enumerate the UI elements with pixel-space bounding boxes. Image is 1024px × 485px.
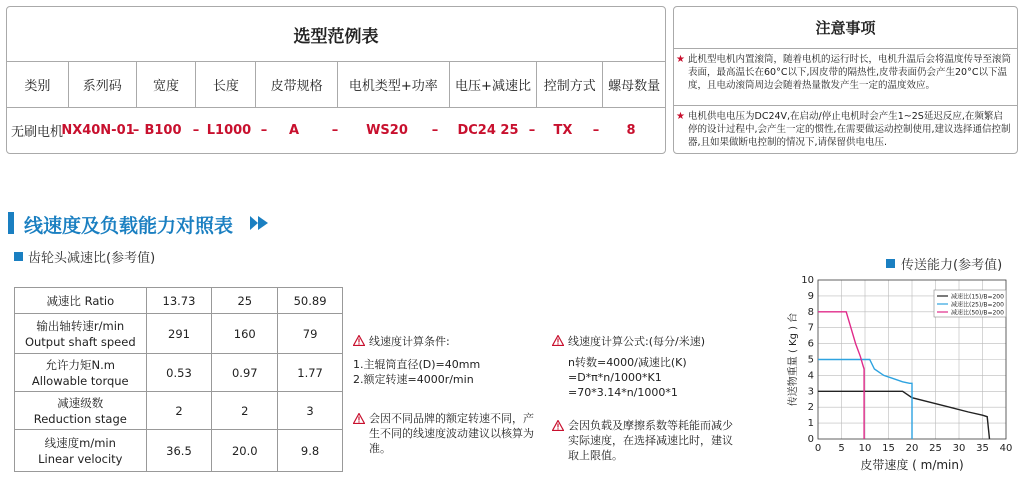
x-tick-label: 40 bbox=[999, 443, 1013, 454]
star-icon: ★ bbox=[676, 111, 685, 122]
table-cell: 160 bbox=[212, 314, 278, 354]
note-item bbox=[674, 106, 1017, 153]
cell-dash: – bbox=[592, 123, 600, 138]
label-en: Linear velocity bbox=[38, 451, 123, 466]
y-tick-label: 6 bbox=[807, 338, 814, 350]
cell-dash: – bbox=[331, 123, 339, 138]
header-length: 长度 bbox=[196, 62, 256, 107]
label-en: Output shaft speed bbox=[24, 334, 136, 349]
header-nut-count: 螺母数量 bbox=[608, 79, 661, 94]
cell-series: NX40N-01 bbox=[61, 123, 135, 138]
label-cn: 减速级数 bbox=[57, 395, 104, 410]
calc-formula bbox=[552, 334, 742, 463]
formula-line: =D*π*n/1000*K1 bbox=[568, 371, 662, 384]
table-cell: 0.97 bbox=[212, 354, 278, 392]
label-cn: 输出轴转速r/min bbox=[36, 318, 125, 333]
y-tick-label: 3 bbox=[807, 386, 814, 398]
table-cell: 20.0 bbox=[212, 430, 278, 472]
table-row bbox=[15, 392, 343, 430]
table-cell: 291 bbox=[146, 314, 212, 354]
formula-title: 线速度计算公式:(每分/米速) bbox=[568, 335, 705, 348]
formula-title-row bbox=[552, 334, 742, 349]
note-text: 此机型电机内置滚筒，随着电机的运行时长，电机升温后会将温度传导至滚筒表面，最高温长在60°C以下,因皮带的隔热性,皮带表面仍会产生20°C以下温度，且电动滚筒周边会随着热量散发产生一定的温度效应。 bbox=[688, 54, 1012, 91]
x-tick-label: 25 bbox=[929, 443, 942, 454]
table-row bbox=[15, 354, 343, 392]
formula-line: =70*3.14*n/1000*1 bbox=[568, 386, 678, 399]
row-label bbox=[15, 392, 147, 430]
warning-icon bbox=[552, 420, 564, 431]
cell-control: TX bbox=[553, 123, 573, 138]
x-tick-label: 5 bbox=[838, 443, 845, 454]
warning-icon bbox=[353, 413, 365, 424]
cell-dash: – bbox=[192, 123, 200, 138]
square-icon bbox=[14, 252, 23, 261]
table-cell: 25 bbox=[212, 288, 278, 314]
header-control: 控制方式 bbox=[537, 62, 603, 107]
capacity-subtitle: 传送能力(参考值) bbox=[901, 258, 1003, 273]
x-tick-label: 10 bbox=[858, 443, 872, 454]
double-arrow-icon bbox=[248, 214, 270, 232]
selection-title: 选型范例表 bbox=[7, 7, 665, 62]
notes-title: 注意事项 bbox=[674, 7, 1017, 49]
table-row bbox=[15, 430, 343, 472]
row-label bbox=[15, 354, 147, 392]
table-cell: 0.53 bbox=[146, 354, 212, 392]
y-tick-label: 0 bbox=[807, 434, 814, 445]
y-tick-label: 2 bbox=[807, 402, 814, 414]
x-axis-label: 皮带速度 ( m/min) bbox=[860, 458, 964, 472]
note-item bbox=[674, 49, 1017, 106]
x-tick-label: 0 bbox=[814, 443, 822, 454]
condition-line: 1.主辊筒直径(D)=40mm bbox=[353, 358, 481, 371]
cell-belt: A bbox=[288, 123, 300, 138]
capacity-chart bbox=[786, 270, 1018, 482]
table-cell: 1.77 bbox=[278, 354, 343, 392]
header-series: 系列码 bbox=[69, 62, 137, 107]
warning-icon bbox=[353, 335, 365, 346]
conditions-note bbox=[353, 411, 543, 456]
table-cell: 2 bbox=[212, 392, 278, 430]
table-cell: 2 bbox=[146, 392, 212, 430]
cell-width: B100 bbox=[144, 123, 182, 138]
conditions-title: 线速度计算条件: bbox=[369, 335, 450, 348]
y-tick-label: 8 bbox=[807, 306, 814, 318]
series-line bbox=[818, 391, 990, 439]
y-axis-label: 传送物重量 ( Kg ) 台 bbox=[788, 312, 799, 407]
row-label bbox=[15, 430, 147, 472]
x-tick-label: 35 bbox=[976, 443, 989, 454]
square-icon bbox=[886, 259, 895, 268]
condition-line: 2.额定转速=4000r/min bbox=[353, 373, 474, 386]
conditions-title-row bbox=[353, 334, 543, 349]
row-label bbox=[15, 314, 147, 354]
table-cell: 50.89 bbox=[278, 288, 343, 314]
selection-table bbox=[6, 6, 666, 154]
formula-line: n转数=4000/减速比(K) bbox=[568, 356, 687, 369]
y-tick-label: 5 bbox=[807, 354, 814, 366]
selection-header-row bbox=[7, 62, 665, 108]
x-tick-label: 30 bbox=[952, 443, 966, 454]
cell-dash: – bbox=[132, 123, 140, 138]
row-label: 减速比 Ratio bbox=[15, 288, 147, 314]
label-en: Allowable torque bbox=[31, 373, 129, 388]
label-en: Reduction stage bbox=[33, 411, 127, 426]
y-tick-label: 1 bbox=[807, 418, 814, 430]
legend-label: 减速比(15)/B=200 bbox=[951, 293, 1004, 301]
cell-dash: – bbox=[431, 123, 439, 138]
legend-label: 减速比(50)/B=200 bbox=[951, 309, 1004, 317]
y-tick-label: 4 bbox=[807, 370, 814, 382]
conditions-note-text: 会因不同品牌的额定转速不同，产生不同的线速度波动建议以核算为准。 bbox=[369, 412, 534, 455]
cell-length: L1000 bbox=[206, 123, 252, 138]
table-cell: 9.8 bbox=[278, 430, 343, 472]
section-bar bbox=[8, 212, 14, 234]
header-motor-type: 电机类型+功率 bbox=[338, 62, 450, 107]
section-title: 线速度及负载能力对照表 bbox=[24, 215, 234, 237]
cell-category: 无刷电机 bbox=[10, 125, 63, 140]
star-icon: ★ bbox=[676, 54, 685, 65]
formula-note bbox=[552, 418, 742, 463]
cell-dash: – bbox=[260, 123, 268, 138]
calc-conditions bbox=[353, 334, 543, 456]
gear-subtitle: 齿轮头减速比(参考值) bbox=[28, 251, 156, 266]
table-cell: 79 bbox=[278, 314, 343, 354]
table-row bbox=[15, 288, 343, 314]
cell-dash: – bbox=[528, 123, 536, 138]
selection-example-row bbox=[7, 108, 665, 153]
label-cn: 线速度m/min bbox=[44, 435, 116, 450]
y-tick-label: 10 bbox=[801, 275, 814, 286]
note-text: 电机供电电压为DC24V,在启动/停止电机时会产生1~2S延迟反应,在频繁启停的设计过程中,会产生一定的惯性,在需要做运动控制使用,建议选择通信控制器,且如果做断电控制的情况下,请保留供电电压. bbox=[688, 111, 1011, 148]
header-width: 宽度 bbox=[137, 62, 197, 107]
x-tick-label: 20 bbox=[905, 443, 919, 454]
notes-box bbox=[673, 6, 1018, 154]
header-category: 类别 bbox=[7, 62, 69, 107]
table-row bbox=[15, 314, 343, 354]
table-cell: 3 bbox=[278, 392, 343, 430]
legend-label: 减速比(25)/B=200 bbox=[951, 301, 1004, 309]
warning-icon bbox=[552, 335, 564, 346]
cell-nut: 8 bbox=[626, 123, 636, 138]
label-cn: 允许力矩N.m bbox=[45, 357, 116, 372]
header-belt-spec: 皮带规格 bbox=[256, 62, 338, 107]
y-tick-label: 9 bbox=[807, 290, 814, 302]
cell-voltage: DC24 25 bbox=[457, 123, 519, 138]
x-tick-label: 15 bbox=[882, 443, 895, 454]
cell-motor: WS20 bbox=[366, 123, 408, 138]
formula-note-text: 会因负载及摩擦系数等耗能而减少实际速度，在选择减速比时，建议取上限值。 bbox=[568, 419, 733, 462]
y-tick-label: 7 bbox=[807, 322, 814, 334]
table-cell: 13.73 bbox=[146, 288, 212, 314]
header-voltage-ratio: 电压+减速比 bbox=[450, 62, 538, 107]
table-cell: 36.5 bbox=[146, 430, 212, 472]
ratio-table bbox=[14, 287, 343, 472]
